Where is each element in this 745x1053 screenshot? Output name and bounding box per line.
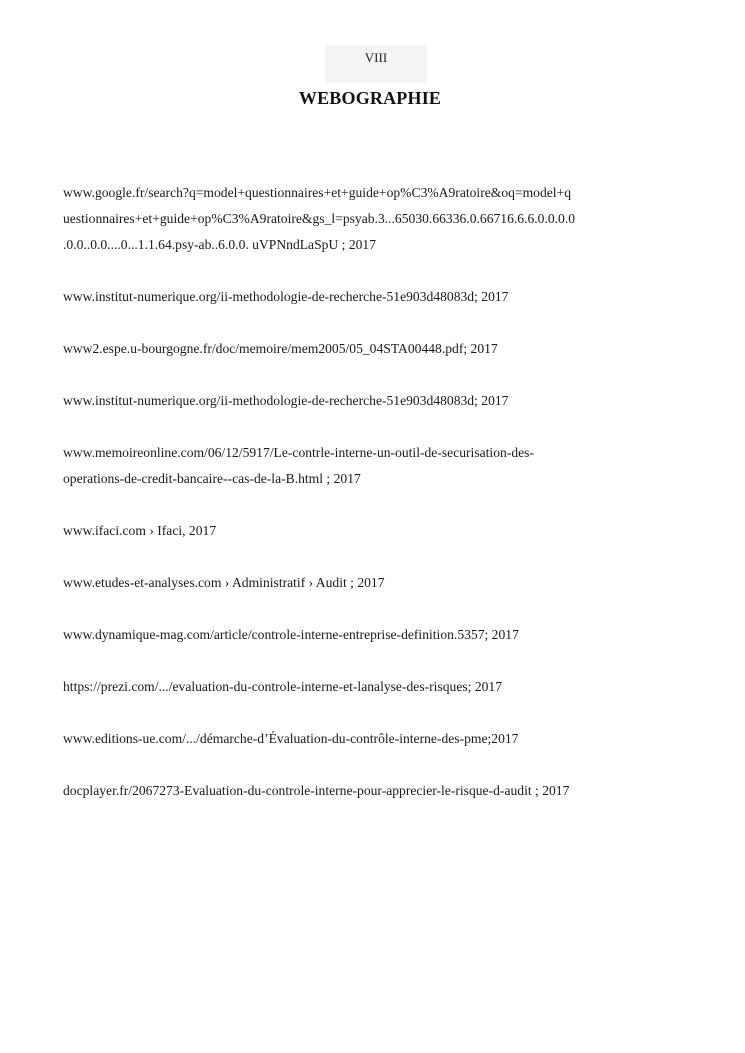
reference-list bbox=[63, 180, 663, 830]
reference-line: www.etudes-et-analyses.com › Administratif › Audit ; 2017 bbox=[63, 575, 385, 590]
reference-line: www.memoireonline.com/06/12/5917/Le-contrle-interne-un-outil-de-securisation-des- bbox=[63, 445, 534, 460]
reference-line: .0.0..0.0....0...1.1.64.psy-ab..6.0.0. uVPNndLaSpU ; 2017 bbox=[63, 237, 377, 252]
reference-line: www.institut-numerique.org/ii-methodologie-de-recherche-51e903d48083d; 2017 bbox=[63, 289, 509, 304]
reference-item[interactable] bbox=[63, 440, 663, 492]
reference-item[interactable] bbox=[63, 674, 663, 700]
reference-item[interactable] bbox=[63, 778, 663, 804]
reference-line: www2.espe.u-bourgogne.fr/doc/memoire/mem2005/05_04STA00448.pdf; 2017 bbox=[63, 341, 498, 356]
reference-item[interactable] bbox=[63, 518, 663, 544]
reference-line: uestionnaires+et+guide+op%C3%A9ratoire&gs_l=psyab.3...65030.66336.0.66716.6.6.0.0.0.0 bbox=[63, 211, 576, 226]
reference-item[interactable] bbox=[63, 388, 663, 414]
page-number bbox=[325, 45, 427, 83]
reference-item[interactable] bbox=[63, 180, 663, 258]
reference-item[interactable] bbox=[63, 622, 663, 648]
reference-line: https://prezi.com/.../evaluation-du-controle-interne-et-lanalyse-des-risques; 2017 bbox=[63, 679, 503, 694]
reference-line: www.institut-numerique.org/ii-methodologie-de-recherche-51e903d48083d; 2017 bbox=[63, 393, 509, 408]
reference-line: www.dynamique-mag.com/article/controle-interne-entreprise-definition.5357; 2017 bbox=[63, 627, 519, 642]
reference-line: www.ifaci.com › Ifaci, 2017 bbox=[63, 523, 217, 538]
reference-line: docplayer.fr/2067273-Evaluation-du-controle-interne-pour-apprecier-le-risque-d-audit ; 2017 bbox=[63, 783, 570, 798]
reference-line: operations-de-credit-bancaire--cas-de-la-B.html ; 2017 bbox=[63, 471, 361, 486]
page-title: WEBOGRAPHIE bbox=[298, 88, 442, 108]
reference-item[interactable] bbox=[63, 570, 663, 596]
reference-line: www.google.fr/search?q=model+questionnaires+et+guide+op%C3%A9ratoire&oq=model+q bbox=[63, 185, 572, 200]
reference-item[interactable] bbox=[63, 284, 663, 310]
reference-line: www.editions-ue.com/.../démarche-d’Évaluation-du-contrôle-interne-des-pme;2017 bbox=[63, 731, 519, 746]
reference-item[interactable] bbox=[63, 726, 663, 752]
page-number-text: VIII bbox=[364, 50, 388, 65]
reference-item[interactable] bbox=[63, 336, 663, 362]
